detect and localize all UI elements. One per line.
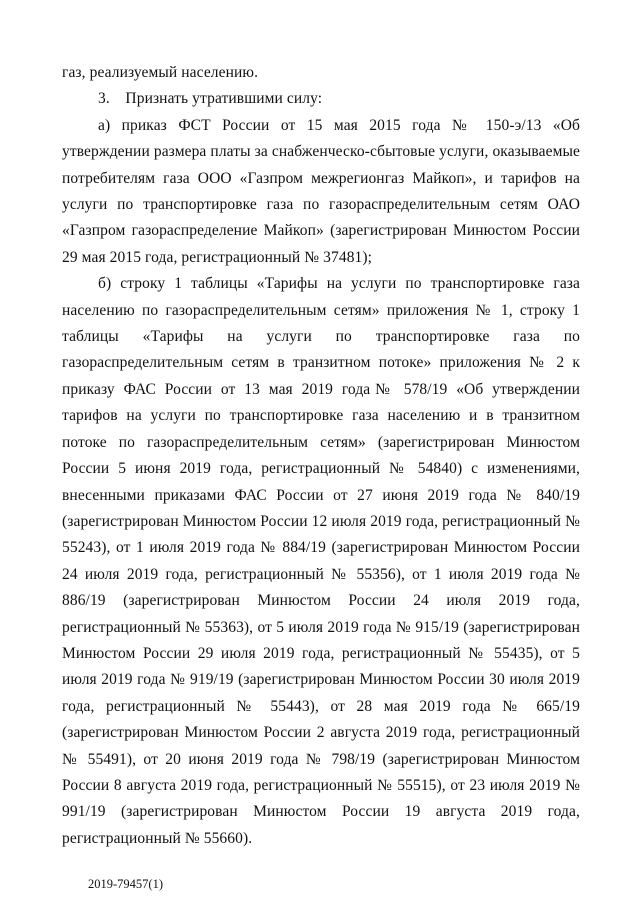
continuation-line: газ, реализуемый населению. [62, 64, 259, 81]
paragraph-b: б) строку 1 таблицы «Тарифы на услуги по транспортировке газа населению по газораспределительным сетям» приложения № 1, строку 1 таблицы «Тарифы на услуги по транспортировке газа по газораспределительным сетям в транзитном потоке» приложения № 2 к приказу ФАС России от 13 мая 2019 года№ 578/19 «Об утверждении тарифов на услуги по транспортировке газа населению и в транзитном потоке по газораспределительным сетям» (зарегистрирован Минюстом России 5 июня 2019 года, регистрационный № 54840) с изменениями, внесенными приказами ФАС России от 27 июня 2019 года № 840/19 (зарегистрирован Минюстом России 12 июля 2019 года, регистрационный № 55243), от 1 июля 2019 года № 884/19 (зарегистрирован Минюстом России 24 июля 2019 года, регистрационный № 55356), от 1 июля 2019 года № 886/19 (зарегистрирован Минюстом России 24 июля 2019 года, регистрационный № 55363), от 5 июля 2019 года № 915/19 (зарегистрирован Минюстом России 29 июля 2019 года, регистрационный № 55435), от 5 июля 2019 года № 919/19 (зарегистрирован Минюстом России 30 июля 2019 года, регистрационный № 55443), от 28 мая 2019 года № 665/19 (зарегистрирован Минюстом России 2 августа 2019 года, регистрационный № 55491), от 20 июня 2019 года № 798/19 (зарегистрирован Минюстом России 8 августа 2019 года, регистрационный № 55515), от 23 июля 2019 № 991/19 (зарегистрирован Минюстом России 19 августа 2019 года, регистрационный № 55660). [62, 275, 580, 847]
item-3-heading: 3. Признать утратившими силу: [98, 90, 323, 108]
footer-doc-number: 2019-79457(1) [88, 877, 163, 891]
document-body [62, 60, 580, 852]
paragraph-a: а) приказ ФСТ России от 15 мая 2015 года № 150-э/13 «Об утверждении размера платы за снабженческо-сбытовые услуги, оказываемые потребителям газа ООО «Газпром межрегионгаз Майкоп», и тарифов на услуги по транспортировке газа по газораспределительным сетям ОАО «Газпром газораспределение Майкоп» (зарегистрирован Минюстом России 29 мая 2015 года, регистрационный № 37481); [62, 116, 580, 266]
